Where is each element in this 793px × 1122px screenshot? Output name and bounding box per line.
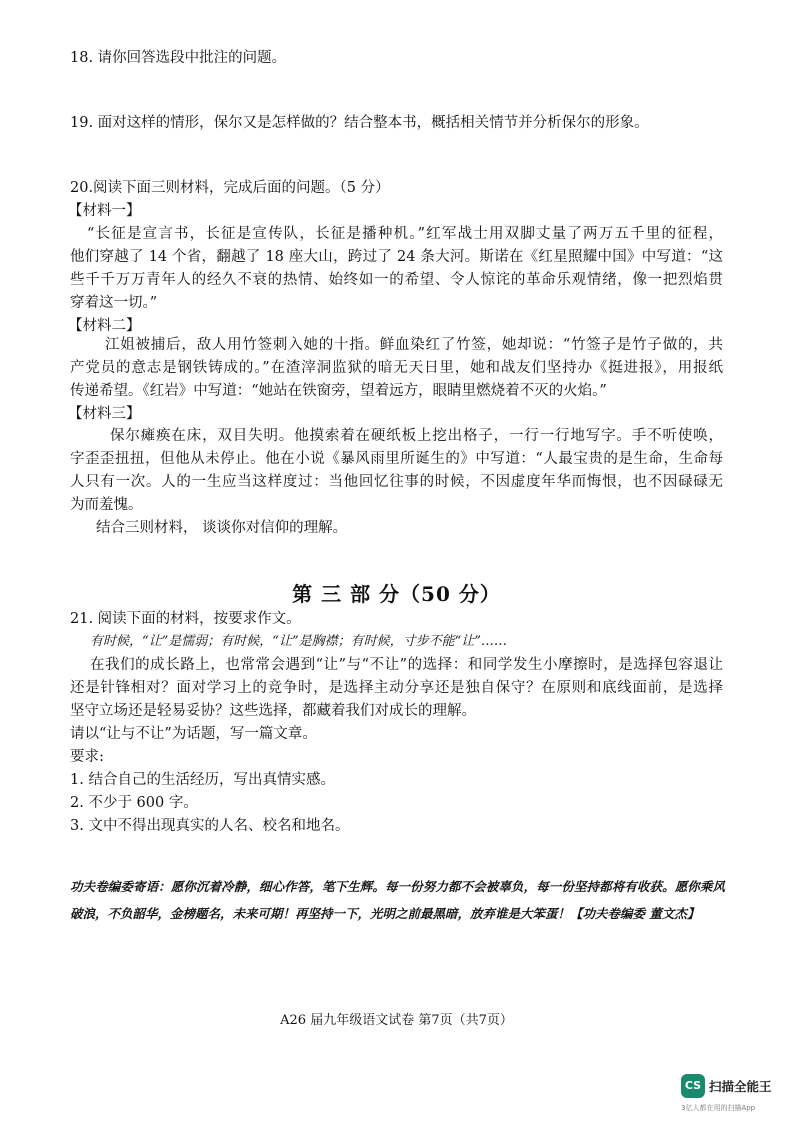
q21-para-line: 坚守立场还是轻易妥协？这些选择，都藏着我们对成长的理解。 — [70, 703, 476, 719]
camscanner-watermark — [681, 1074, 791, 1118]
q21-title: 21. 阅读下面的材料，按要求作文。 — [70, 611, 301, 627]
q21-para-line: 还是针锋相对？面对学习上的竞争时，是选择主动分享还是独自保守？在原则和底线面前，是选择 — [70, 680, 723, 696]
q18-text: 18. 请你回答选段中批注的问题。 — [70, 50, 287, 66]
material-3-label: 【材料三】 — [68, 406, 141, 422]
material-1-line: “长征是宣言书，长征是宣传队，长征是播种机。”红军战士用双脚丈量了两万五千里的征程， — [87, 226, 723, 242]
q21-requirement: 3. 文中不得出现真实的人名、校名和地名。 — [70, 818, 350, 834]
material-1-line: 他们穿越了 14 个省，翻越了 18 座大山，跨过了 24 条大河。斯诺在《红星照耀中国》中写道：“这 — [70, 249, 723, 265]
q21-requirement: 2. 不少于 600 字。 — [70, 795, 198, 811]
q21-requirements-label: 要求: — [70, 749, 104, 765]
q19-text: 19. 面对这样的情形，保尔又是怎样做的？结合整本书，概括相关情节并分析保尔的形象。 — [70, 115, 649, 131]
material-3-line: 为而羞愧。 — [70, 497, 143, 513]
material-3-line: 保尔瘫痪在床，双目失明。他摸索着在硬纸板上挖出格子，一行一行地写字。手不听使唤， — [110, 428, 723, 444]
q20-title: 20.阅读下面三则材料，完成后面的问题。（5 分） — [70, 180, 390, 196]
camscanner-tagline: 3亿人都在用的扫描App — [681, 1104, 756, 1112]
material-3-line: 人只有一次。人的一生应当这样度过：当他回忆往事的时候，不因虚度年华而悔恨，也不因碌碌无 — [70, 474, 723, 490]
material-2-line: 江姐被捕后，敌人用竹签刺入她的十指。鲜血染红了竹签，她却说：“竹签子是竹子做的，共 — [105, 337, 723, 353]
camscanner-logo-icon: CS — [681, 1074, 705, 1098]
q21-prompt: 请以“让与不让”为话题，写一篇文章。 — [70, 726, 317, 742]
camscanner-name: 扫描全能王 — [709, 1079, 772, 1094]
material-1-line: 穿着这一切。” — [70, 295, 158, 311]
material-1-line: 些千千万万青年人的经久不衰的热情、始终如一的希望、令人惊诧的革命乐观情绪，像一把烈焰贯 — [70, 272, 723, 288]
editor-motto: 功夫卷编委寄语：愿你沉着冷静，细心作答，笔下生辉。每一份努力都不会被辜负，每一份坚持都将有收获。愿你乘风破浪，不负韶华，金榜题名，未来可期！再坚持一下，光明之前最黑暗，放弃谁是大笨蛋！【功夫卷编委 董文杰】 — [70, 879, 725, 921]
material-2-line: 产党员的意志是钢铁铸成的。”在渣滓洞监狱的暗无天日里，她和战友们坚持办《挺进报》，用报纸 — [70, 360, 723, 376]
page-footer: A26 届九年级语文试卷 第7页（共7页） — [280, 1013, 513, 1028]
q21-para-line: 在我们的成长路上，也常常会遇到“让”与“不让”的选择：和同学发生小摩擦时，是选择包容退让 — [90, 657, 723, 673]
material-2-line: 传递希望。《红岩》中写道：“她站在铁窗旁，望着远方，眼睛里燃烧着不灭的火焰。” — [70, 383, 607, 399]
material-3-line: 字歪歪扭扭，但他从未停止。他在小说《暴风雨里所诞生的》中写道：“人最宝贵的是生命，生命每 — [70, 451, 723, 467]
material-2-label: 【材料二】 — [68, 318, 141, 334]
material-1-label: 【材料一】 — [68, 203, 141, 219]
q20-task: 结合三则材料， 谈谈你对信仰的理解。 — [96, 520, 348, 536]
part-3-heading: 第 三 部 分（50 分） — [292, 582, 501, 606]
q21-requirement: 1. 结合自己的生活经历，写出真情实感。 — [70, 772, 335, 788]
q21-quote: 有时候，“让”是懦弱；有时候，“让”是胸襟；有时候，寸步不能“让”…… — [90, 634, 507, 649]
